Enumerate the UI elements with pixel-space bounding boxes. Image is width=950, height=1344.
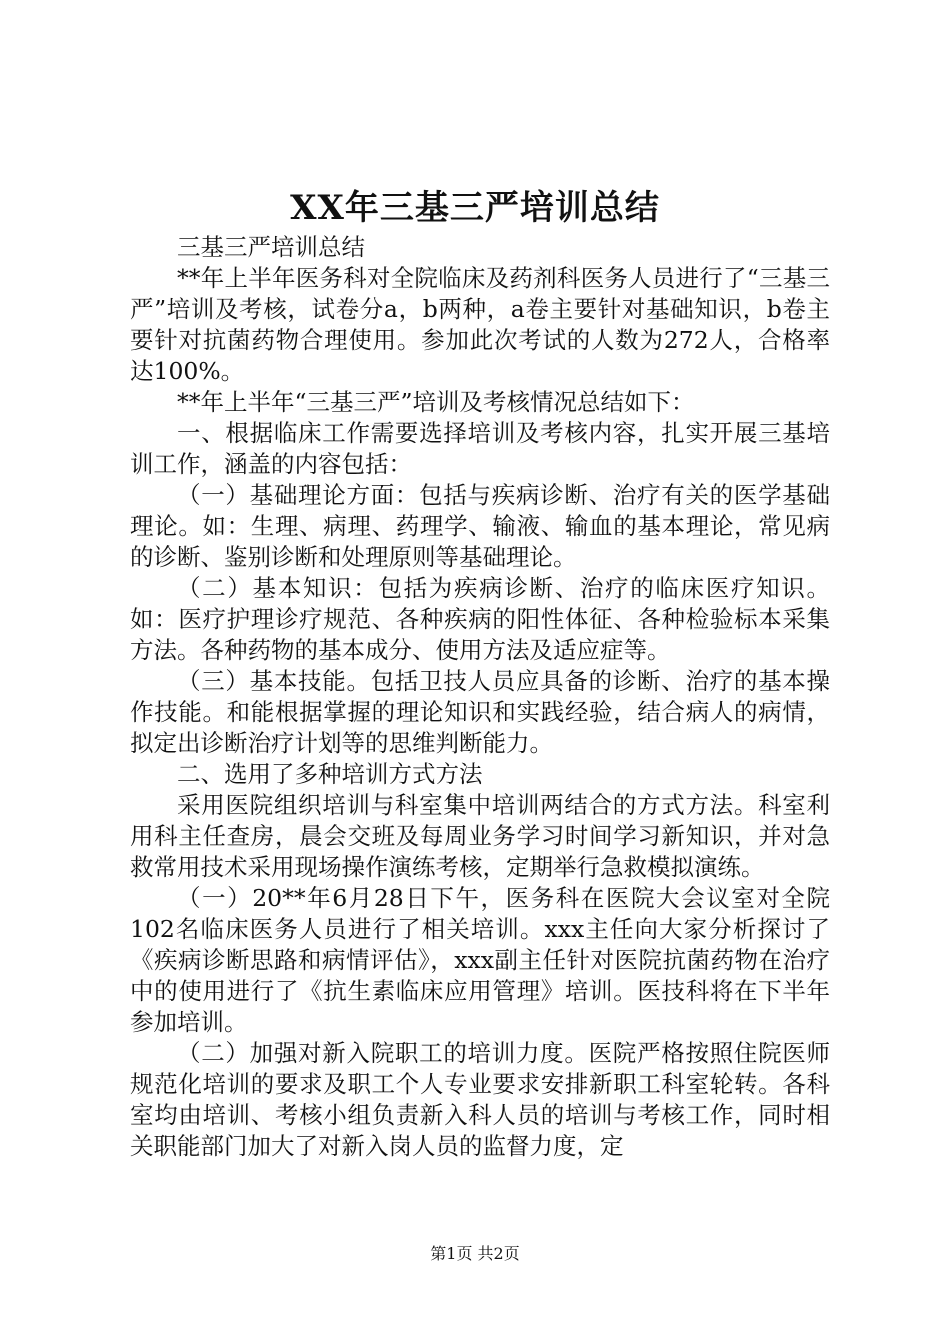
section-heading-1: 一、根据临床工作需要选择培训及考核内容，扎实开展三基培训工作，涵盖的内容包括：	[130, 419, 830, 478]
document-subtitle: 三基三严培训总结	[177, 233, 365, 261]
paragraph-new-staff-training: （二）加强对新入院职工的培训力度。医院严格按照住院医师规范化培训的要求及职工个人专业要求安排新职工科室轮转。各科室均由培训、考核小组负责新入科人员的培训与考核工作，同时相关职能部门加大了对新入岗人员的监督力度，定	[130, 1039, 830, 1160]
document-title: XX年三基三严培训总结	[290, 188, 660, 228]
paragraph-basic-theory: （一）基础理论方面：包括与疾病诊断、治疗有关的医学基础理论。如：生理、病理、药理学、输液、输血的基本理论，常见病的诊断、鉴别诊断和处理原则等基础理论。	[130, 481, 830, 571]
paragraph-intro: **年上半年医务科对全院临床及药剂科医务人员进行了“三基三严”培训及考核，试卷分a，b两种，a卷主要针对基础知识，b卷主要针对抗菌药物合理使用。参加此次考试的人数为272人，合格率达100%。	[130, 264, 830, 385]
paragraph-training-methods: 采用医院组织培训与科室集中培训两结合的方式方法。科室利用科主任查房，晨会交班及每周业务学习时间学习新知识，并对急救常用技术采用现场操作演练考核，定期举行急救模拟演练。	[130, 791, 830, 881]
paragraph-training-session: （一）20**年6月28日下午，医务科在医院大会议室对全院102名临床医务人员进行了相关培训。xxx主任向大家分析探讨了《疾病诊断思路和病情评估》，xxx副主任针对医院抗菌药物在治疗中的使用进行了《抗生素临床应用管理》培训。医技科将在下半年参加培训。	[130, 884, 830, 1036]
document-body	[130, 232, 830, 1162]
page-number-footer: 第1页 共2页	[430, 1244, 520, 1263]
paragraph-basic-knowledge: （二）基本知识：包括为疾病诊断、治疗的临床医疗知识。如：医疗护理诊疗规范、各种疾病的阳性体征、各种检验标本采集方法。各种药物的基本成分、使用方法及适应症等。	[130, 574, 830, 664]
section-heading-2: 二、选用了多种培训方式方法	[177, 760, 483, 788]
paragraph-basic-skills: （三）基本技能。包括卫技人员应具备的诊断、治疗的基本操作技能。和能根据掌握的理论知识和实践经验，结合病人的病情，拟定出诊断治疗计划等的思维判断能力。	[130, 667, 830, 757]
paragraph-summary-lead: **年上半年“三基三严”培训及考核情况总结如下：	[177, 388, 695, 416]
